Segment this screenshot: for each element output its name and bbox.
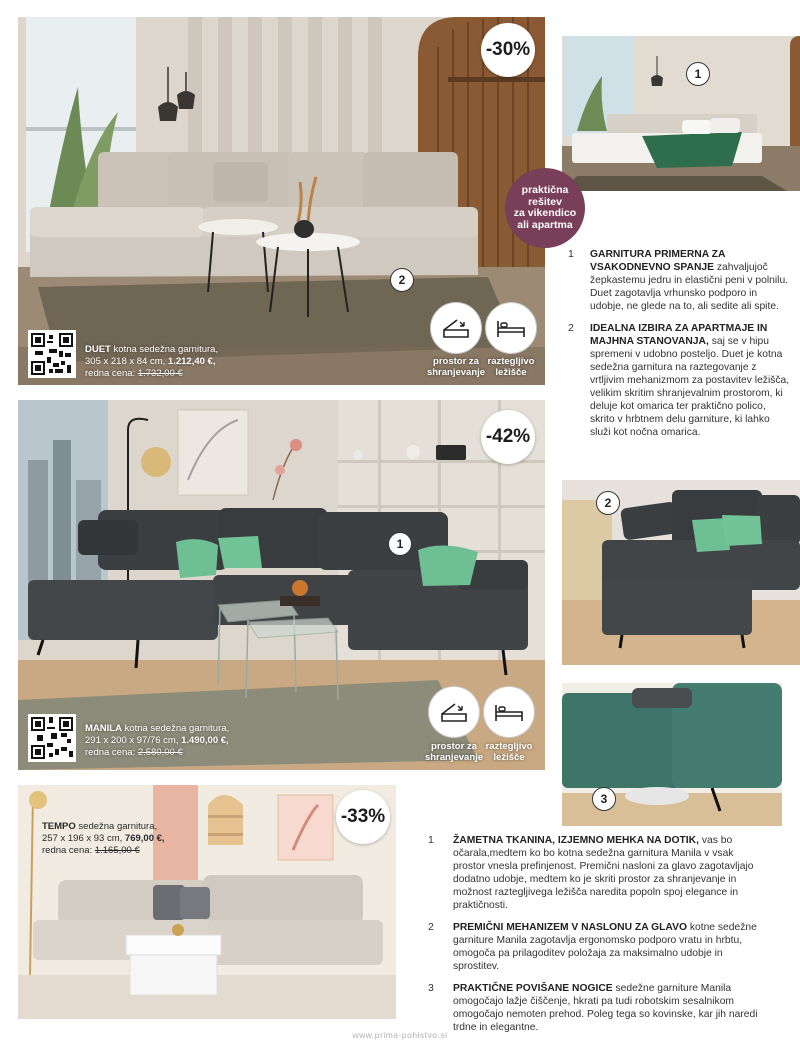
manila-headrest-marker-2 bbox=[596, 491, 620, 515]
tempo-old-price: 1.165,00 € bbox=[94, 845, 140, 856]
tempo-discount-badge bbox=[336, 790, 390, 844]
duet-feature-list bbox=[568, 248, 790, 448]
promo-badge bbox=[505, 168, 585, 248]
manila-feature-1-num: 1 bbox=[428, 834, 434, 846]
duet-desc: kotna sedežna garnitura, bbox=[113, 344, 219, 355]
manila-headrest-marker-2-label: 2 bbox=[604, 496, 612, 510]
duet-feature-2 bbox=[568, 322, 790, 439]
qr-code-icon bbox=[31, 333, 73, 375]
promo-line-1: praktična bbox=[521, 184, 569, 196]
duet-caption bbox=[85, 344, 285, 380]
duet-bed-photo bbox=[562, 36, 800, 191]
promo-line-2: rešitev bbox=[528, 195, 562, 208]
manila-feature-1-title: ŽAMETNA TKANINA, IZJEMNO MEHKA NA DOTIK, bbox=[453, 835, 699, 846]
manila-feature-2-title: PREMIČNI MEHANIZEM V NASLONU ZA GLAVO bbox=[453, 922, 687, 933]
manila-feature-3-num: 3 bbox=[428, 982, 434, 994]
duet-discount-badge bbox=[481, 23, 535, 77]
duet-marker-2-label: 2 bbox=[398, 273, 406, 287]
manila-marker-1 bbox=[388, 532, 412, 556]
manila-old-price: 2.580,00 € bbox=[137, 747, 183, 758]
tempo-caption bbox=[42, 821, 212, 857]
duet-feature-1-num: 1 bbox=[568, 248, 574, 260]
duet-qr-code[interactable] bbox=[28, 330, 76, 378]
duet-feature-2-num: 2 bbox=[568, 322, 574, 334]
duet-dims: 305 x 218 x 84 cm, bbox=[85, 356, 166, 367]
manila-feature-1-text: vas bo očarala,medtem ko bo kotna sedežna garnitura Manila v vsak prostor vnesla prefinjenost. Premični nasloni za glavo zagotavljajo dodatno udobje, medtem ko je skriti prostor za shranjevanje in možnost raztegljivega ležišča naredita popoln spoj elegance in praktičnosti. bbox=[453, 835, 754, 911]
duet-bed-marker-1-label: 1 bbox=[694, 67, 702, 81]
website-footer[interactable]: www.prima-pohistvo.si bbox=[352, 1030, 448, 1040]
manila-discount-badge bbox=[481, 410, 535, 464]
duet-old-label: redna cena: bbox=[85, 368, 136, 379]
tempo-old-label: redna cena: bbox=[42, 845, 93, 856]
storage-icon bbox=[439, 700, 469, 724]
tempo-dims: 257 x 196 x 93 cm, bbox=[42, 833, 123, 844]
manila-storage-label: prostor za shranjevanje bbox=[424, 741, 484, 763]
manila-legs-marker-3 bbox=[592, 787, 616, 811]
manila-name: MANILA bbox=[85, 723, 122, 734]
duet-feature-2-title: IDEALNA IZBIRA ZA APARTMAJE IN MAJHNA STANOVANJA, bbox=[590, 323, 768, 347]
manila-feature-2-num: 2 bbox=[428, 921, 434, 933]
qr-code-icon bbox=[31, 717, 73, 759]
duet-bed-illustration bbox=[562, 36, 800, 191]
manila-caption bbox=[85, 723, 285, 759]
duet-feature-1-text: zahvaljujoč žepkastemu jedru in elastični peni v polnilu. Duet zagotavlja vrhunsko podporo in udobje, ne glede na to, ali sedite ali spite. bbox=[590, 262, 789, 312]
duet-feature-2-text: saj se v hipu spremeni v udobno posteljo. Duet je kotna sedežna garnitura na raztegovanje z vrtljivim mehanizmom za postavitev ležišča, velikim skritim shranjevalnim prostorom, ki deluje kot omarica ter praktično polico, skrito v hrbtnem delu garniture, ki lahko služi kot nočna omarica. bbox=[590, 336, 790, 438]
duet-storage-feature bbox=[430, 302, 482, 354]
manila-feature-3 bbox=[428, 982, 768, 1034]
tempo-desc: sedežna garnitura, bbox=[78, 821, 158, 832]
manila-bed-label: raztegljivo ležišče bbox=[485, 741, 533, 763]
duet-marker-2 bbox=[390, 268, 414, 292]
manila-feature-3-title: PRAKTIČNE POVIŠANE NOGICE bbox=[453, 983, 613, 994]
manila-legs-marker-3-label: 3 bbox=[600, 792, 608, 806]
manila-marker-1-label: 1 bbox=[396, 537, 404, 551]
manila-storage-feature bbox=[428, 686, 480, 738]
promo-line-4: ali apartma bbox=[517, 218, 573, 231]
manila-desc: kotna sedežna garnitura, bbox=[124, 723, 230, 734]
duet-storage-label: prostor za shranjevanje bbox=[426, 356, 486, 378]
manila-feature-1 bbox=[428, 834, 768, 912]
manila-old-label: redna cena: bbox=[85, 747, 136, 758]
duet-price: 1.212,40 €, bbox=[167, 356, 216, 367]
tempo-price: 769,00 €, bbox=[124, 833, 165, 844]
storage-icon bbox=[441, 316, 471, 340]
manila-feature-2-text: kotne sedežne garniture Manila zagotavlja ergonomsko podporo vratu in hrbtu, omogoča pa prilagoditev položaja za maksimalno udobje in sprostitev. bbox=[453, 922, 757, 972]
manila-feature-3-text: sedežne garniture Manila omogočajo lažje čiščenje, hkrati pa tudi robotskim sesalnikom omogočajo nemoten prehod. Poleg tega so kovinske, kar jih naredi trdne in elegantne. bbox=[453, 983, 758, 1033]
duet-bed-marker-1 bbox=[686, 62, 710, 86]
duet-bed-label: raztegljivo ležišče bbox=[487, 356, 535, 378]
tempo-discount-text: -33% bbox=[340, 806, 386, 827]
duet-bed-feature bbox=[485, 302, 537, 354]
duet-old-price: 1.732,00 € bbox=[137, 368, 183, 379]
manila-qr-code[interactable] bbox=[28, 714, 76, 762]
manila-bed-feature bbox=[483, 686, 535, 738]
duet-discount-text: -30% bbox=[485, 39, 531, 60]
duet-feature-1-title: GARNITURA PRIMERNA ZA VSAKODNEVNO SPANJE bbox=[590, 249, 725, 273]
duet-name: DUET bbox=[85, 344, 111, 355]
manila-feature-list bbox=[428, 834, 768, 1043]
promo-line-3: za vikendico bbox=[513, 207, 577, 219]
manila-price: 1.490,00 €, bbox=[181, 735, 229, 746]
bed-icon bbox=[496, 317, 526, 339]
manila-discount-text: -42% bbox=[485, 426, 531, 447]
duet-feature-1 bbox=[568, 248, 790, 313]
tempo-name: TEMPO bbox=[42, 821, 76, 832]
bed-icon bbox=[494, 701, 524, 723]
manila-dims: 291 x 200 x 97/76 cm, bbox=[85, 735, 179, 746]
manila-feature-2 bbox=[428, 921, 768, 973]
